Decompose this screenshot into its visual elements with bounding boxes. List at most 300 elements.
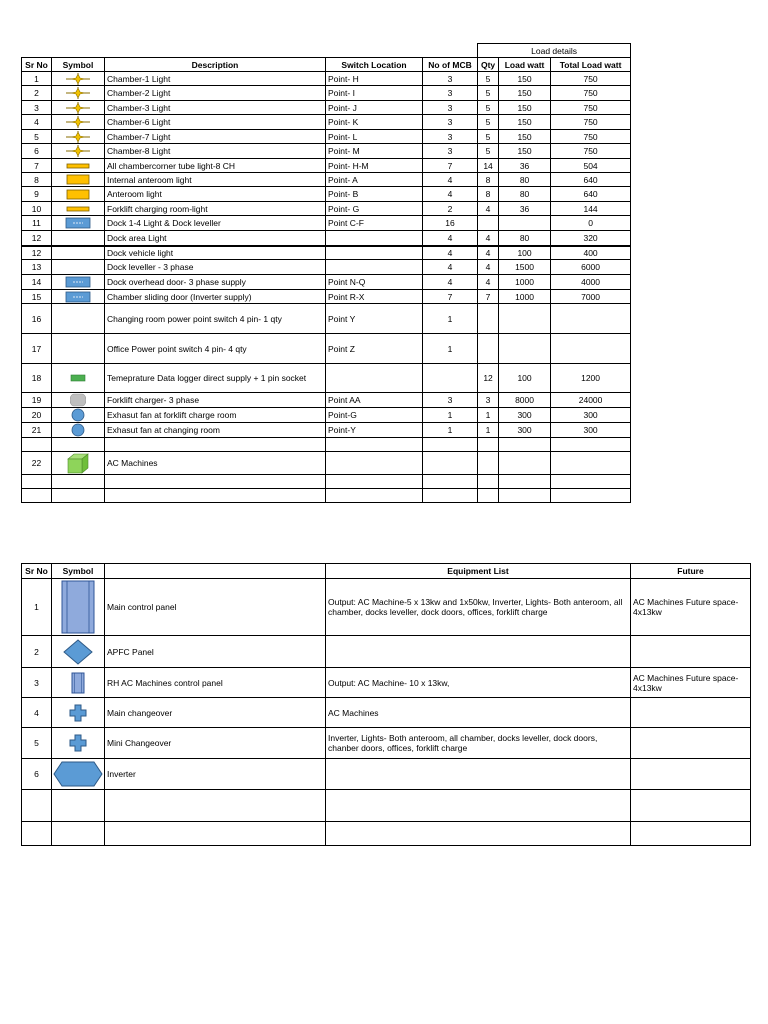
sr-no-cell: 6 <box>22 759 52 790</box>
mcb-cell: 3 <box>423 115 478 130</box>
qty-cell: 5 <box>478 86 499 101</box>
description-cell: Dock 1-4 Light & Dock leveller <box>105 216 326 231</box>
load-table <box>21 43 631 503</box>
future-cell <box>631 636 751 668</box>
mcb-cell: 1 <box>423 408 478 423</box>
description-cell: Chamber-7 Light <box>105 130 326 144</box>
switch-location-cell <box>326 475 423 489</box>
description-cell: AC Machines <box>105 452 326 475</box>
mcb-cell: 16 <box>423 216 478 231</box>
load-watt-cell <box>499 438 551 452</box>
symbol-cell <box>52 290 105 304</box>
switch-location-cell: Point-G <box>326 408 423 423</box>
total-load-cell: 750 <box>551 115 631 130</box>
symbol-cell <box>52 364 105 393</box>
qty-cell: 14 <box>478 159 499 173</box>
table-row <box>22 364 631 393</box>
description-cell <box>105 475 326 489</box>
mcb-cell: 4 <box>423 275 478 290</box>
description-cell: Chamber-2 Light <box>105 86 326 101</box>
equipment-list-cell <box>326 790 631 822</box>
col-header: Load watt <box>499 58 551 72</box>
switch-location-cell: Point- I <box>326 86 423 101</box>
qty-cell <box>478 438 499 452</box>
table-row <box>22 275 631 290</box>
load-watt-cell: 36 <box>499 202 551 216</box>
sr-no-cell: 13 <box>22 260 52 275</box>
load-watt-cell <box>499 452 551 475</box>
sr-no-cell: 19 <box>22 393 52 408</box>
star-light-icon <box>52 102 104 114</box>
qty-cell: 3 <box>478 393 499 408</box>
table-row <box>22 489 631 503</box>
symbol-cell <box>52 822 105 846</box>
symbol-cell <box>52 246 105 260</box>
switch-location-cell: Point- M <box>326 144 423 159</box>
description-cell: Dock vehicle light <box>105 246 326 260</box>
tube-light-icon <box>52 205 104 213</box>
mcb-cell <box>423 489 478 503</box>
description-cell: Chamber-3 Light <box>105 101 326 115</box>
mcb-cell: 7 <box>423 159 478 173</box>
table-row <box>22 130 631 144</box>
description-cell: Office Power point switch 4 pin- 4 qty <box>105 334 326 364</box>
mcb-cell: 4 <box>423 187 478 202</box>
equipment-list-cell: Inverter, Lights- Both anteroom, all chamber, docks leveller, dock doors, chanber doors, offices, forklift charge <box>326 728 631 759</box>
switch-location-cell <box>326 489 423 503</box>
mcb-cell: 4 <box>423 173 478 187</box>
qty-cell: 1 <box>478 408 499 423</box>
equipment-list-cell: AC Machines <box>326 698 631 728</box>
symbol-cell <box>52 159 105 173</box>
total-load-cell: 7000 <box>551 290 631 304</box>
sr-no-cell: 12 <box>22 231 52 246</box>
sr-no-cell: 4 <box>22 115 52 130</box>
total-load-cell: 640 <box>551 187 631 202</box>
mcb-cell: 4 <box>423 246 478 260</box>
total-load-cell: 144 <box>551 202 631 216</box>
equipment-name-cell <box>105 822 326 846</box>
load-watt-cell: 1500 <box>499 260 551 275</box>
symbol-cell <box>52 334 105 364</box>
table-row <box>22 728 751 759</box>
symbol-cell <box>52 438 105 452</box>
symbol-cell <box>52 187 105 202</box>
switch-location-cell <box>326 260 423 275</box>
total-load-cell: 300 <box>551 408 631 423</box>
table-row <box>22 101 631 115</box>
qty-cell: 5 <box>478 101 499 115</box>
col-header: Future <box>631 564 751 579</box>
future-cell <box>631 759 751 790</box>
description-cell: Chamber-1 Light <box>105 72 326 86</box>
qty-cell: 12 <box>478 364 499 393</box>
col-header: Symbol <box>52 564 105 579</box>
table-row <box>22 475 631 489</box>
equipment-name-cell: RH AC Machines control panel <box>105 668 326 698</box>
symbol-cell <box>52 759 105 790</box>
symbol-cell <box>52 423 105 438</box>
sr-no-cell <box>22 489 52 503</box>
sr-no-cell: 8 <box>22 173 52 187</box>
star-light-icon <box>52 145 104 157</box>
table-row <box>22 304 631 334</box>
symbol-cell <box>52 452 105 475</box>
future-cell: AC Machines Future space- 4x13kw <box>631 579 751 636</box>
qty-cell: 4 <box>478 275 499 290</box>
switch-location-cell: Point- G <box>326 202 423 216</box>
description-cell: Exhasut fan at forklift charge room <box>105 408 326 423</box>
switch-location-cell: Point C-F <box>326 216 423 231</box>
total-load-cell: 750 <box>551 130 631 144</box>
load-watt-cell <box>499 216 551 231</box>
table-row <box>22 173 631 187</box>
qty-cell: 5 <box>478 130 499 144</box>
sr-no-cell: 6 <box>22 144 52 159</box>
load-watt-cell <box>499 475 551 489</box>
sr-no-cell: 2 <box>22 636 52 668</box>
mcb-cell <box>423 452 478 475</box>
total-load-cell: 24000 <box>551 393 631 408</box>
dock-light-icon <box>52 276 104 288</box>
switch-location-cell <box>326 364 423 393</box>
total-load-cell: 320 <box>551 231 631 246</box>
table-row <box>22 393 631 408</box>
qty-cell <box>478 452 499 475</box>
equipment-table <box>21 563 751 846</box>
table-row <box>22 159 631 173</box>
qty-cell <box>478 475 499 489</box>
switch-location-cell: Point- L <box>326 130 423 144</box>
switch-location-cell: Point R-X <box>326 290 423 304</box>
future-cell <box>631 790 751 822</box>
table-row <box>22 408 631 423</box>
equipment-list-cell <box>326 759 631 790</box>
load-watt-cell: 80 <box>499 187 551 202</box>
symbol-cell <box>52 86 105 101</box>
qty-cell: 4 <box>478 231 499 246</box>
total-load-cell <box>551 452 631 475</box>
sr-no-cell: 15 <box>22 290 52 304</box>
col-header: Switch Location <box>326 58 423 72</box>
table-row <box>22 668 751 698</box>
load-watt-cell: 150 <box>499 72 551 86</box>
table-row <box>22 231 631 246</box>
equipment-name-cell: Main control panel <box>105 579 326 636</box>
col-header: Description <box>105 58 326 72</box>
load-watt-cell: 1000 <box>499 275 551 290</box>
description-cell: Forklift charger- 3 phase <box>105 393 326 408</box>
sr-no-cell <box>22 822 52 846</box>
symbol-cell <box>52 304 105 334</box>
mcb-cell: 3 <box>423 144 478 159</box>
switch-location-cell: Point Y <box>326 304 423 334</box>
qty-cell: 4 <box>478 202 499 216</box>
equipment-list-cell: Output: AC Machine-5 x 13kw and 1x50kw, Inverter, Lights- Both anteroom, all chamber, docks leveller, dock doors, offices, forklift charge <box>326 579 631 636</box>
qty-cell: 4 <box>478 260 499 275</box>
symbol-cell <box>52 202 105 216</box>
fan-icon <box>52 423 104 437</box>
table-row <box>22 202 631 216</box>
sr-no-cell: 3 <box>22 101 52 115</box>
dock-light-icon <box>52 217 104 229</box>
load-watt-cell <box>499 334 551 364</box>
mcb-cell: 7 <box>423 290 478 304</box>
qty-cell: 5 <box>478 144 499 159</box>
switch-location-cell: Point Z <box>326 334 423 364</box>
symbol-cell <box>52 260 105 275</box>
mcb-cell <box>423 438 478 452</box>
load-watt-cell: 100 <box>499 246 551 260</box>
table-row <box>22 86 631 101</box>
sr-no-cell: 3 <box>22 668 52 698</box>
sr-no-cell: 1 <box>22 72 52 86</box>
table-row <box>22 759 751 790</box>
symbol-cell <box>52 216 105 231</box>
mcb-cell: 4 <box>423 260 478 275</box>
table-row <box>22 144 631 159</box>
col-header: Sr No <box>22 58 52 72</box>
sr-no-cell: 5 <box>22 728 52 759</box>
cross-icon <box>52 734 104 752</box>
symbol-cell <box>52 668 105 698</box>
switch-location-cell: Point AA <box>326 393 423 408</box>
qty-cell: 8 <box>478 187 499 202</box>
table-row <box>22 438 631 452</box>
switch-location-cell <box>326 231 423 246</box>
table-row <box>22 334 631 364</box>
load-watt-cell <box>499 304 551 334</box>
switch-location-cell: Point- H <box>326 72 423 86</box>
load-watt-cell: 100 <box>499 364 551 393</box>
future-cell <box>631 822 751 846</box>
load-watt-cell: 36 <box>499 159 551 173</box>
fan-icon <box>52 408 104 422</box>
symbol-cell <box>52 728 105 759</box>
load-watt-cell: 150 <box>499 101 551 115</box>
mcb-cell: 1 <box>423 304 478 334</box>
mcb-cell: 3 <box>423 101 478 115</box>
table-row <box>22 822 751 846</box>
hexagon-icon <box>52 761 104 787</box>
switch-location-cell: Point- K <box>326 115 423 130</box>
load-details-header: Load details <box>478 44 631 58</box>
sr-no-cell: 17 <box>22 334 52 364</box>
diamond-icon <box>52 639 104 665</box>
load-watt-cell: 1000 <box>499 290 551 304</box>
future-cell <box>631 698 751 728</box>
qty-cell <box>478 334 499 364</box>
symbol-cell <box>52 475 105 489</box>
sr-no-cell: 10 <box>22 202 52 216</box>
qty-cell: 8 <box>478 173 499 187</box>
box-light-icon <box>52 174 104 185</box>
table-row <box>22 260 631 275</box>
load-watt-cell <box>499 489 551 503</box>
dock-light-icon <box>52 291 104 303</box>
total-load-cell <box>551 489 631 503</box>
qty-cell <box>478 216 499 231</box>
load-table-header-row <box>22 58 631 72</box>
symbol-cell <box>52 489 105 503</box>
small-panel-icon <box>52 672 104 694</box>
total-load-cell: 6000 <box>551 260 631 275</box>
qty-cell: 5 <box>478 72 499 86</box>
description-cell: Chamber-8 Light <box>105 144 326 159</box>
sr-no-cell <box>22 790 52 822</box>
table-row <box>22 790 751 822</box>
description-cell <box>105 438 326 452</box>
switch-location-cell <box>326 246 423 260</box>
table-row <box>22 187 631 202</box>
switch-location-cell: Point- H-M <box>326 159 423 173</box>
symbol-cell <box>52 144 105 159</box>
description-cell: Exhasut fan at changing room <box>105 423 326 438</box>
switch-location-cell: Point- J <box>326 101 423 115</box>
mcb-cell: 4 <box>423 231 478 246</box>
qty-cell: 1 <box>478 423 499 438</box>
total-load-cell: 300 <box>551 423 631 438</box>
symbol-cell <box>52 408 105 423</box>
switch-location-cell: Point N-Q <box>326 275 423 290</box>
table-row <box>22 579 751 636</box>
switch-location-cell <box>326 452 423 475</box>
symbol-cell <box>52 579 105 636</box>
star-light-icon <box>52 73 104 85</box>
green-socket-icon <box>52 374 104 382</box>
load-watt-cell: 150 <box>499 86 551 101</box>
table-row <box>22 636 751 668</box>
load-watt-cell: 80 <box>499 173 551 187</box>
symbol-cell <box>52 636 105 668</box>
mcb-cell: 3 <box>423 393 478 408</box>
equipment-name-cell: Mini Changeover <box>105 728 326 759</box>
charger-icon <box>52 393 104 407</box>
load-watt-cell: 150 <box>499 130 551 144</box>
sr-no-cell: 12 <box>22 246 52 260</box>
sr-no-cell: 20 <box>22 408 52 423</box>
description-cell: Changing room power point switch 4 pin- 1 qty <box>105 304 326 334</box>
sr-no-cell: 21 <box>22 423 52 438</box>
cross-icon <box>52 704 104 722</box>
symbol-cell <box>52 130 105 144</box>
symbol-cell <box>52 790 105 822</box>
equipment-name-cell: APFC Panel <box>105 636 326 668</box>
description-cell: Chamber-6 Light <box>105 115 326 130</box>
sr-no-cell <box>22 475 52 489</box>
equipment-list-cell <box>326 822 631 846</box>
total-load-cell: 0 <box>551 216 631 231</box>
description-cell: Temeprature Data logger direct supply + 1 pin socket <box>105 364 326 393</box>
description-cell <box>105 489 326 503</box>
col-header: Total Load watt <box>551 58 631 72</box>
col-header: Qty <box>478 58 499 72</box>
symbol-cell <box>52 698 105 728</box>
symbol-cell <box>52 173 105 187</box>
switch-location-cell: Point- B <box>326 187 423 202</box>
switch-location-cell <box>326 438 423 452</box>
table-row <box>22 246 631 260</box>
future-cell: AC Machines Future space- 4x13kw <box>631 668 751 698</box>
description-cell: Forklift charging room-light <box>105 202 326 216</box>
sr-no-cell: 11 <box>22 216 52 231</box>
switch-location-cell: Point- A <box>326 173 423 187</box>
symbol-cell <box>52 275 105 290</box>
sr-no-cell: 9 <box>22 187 52 202</box>
star-light-icon <box>52 87 104 99</box>
load-watt-cell: 8000 <box>499 393 551 408</box>
table-row <box>22 290 631 304</box>
load-watt-cell: 150 <box>499 144 551 159</box>
qty-cell <box>478 489 499 503</box>
future-cell <box>631 728 751 759</box>
box-light-icon <box>52 189 104 200</box>
symbol-cell <box>52 115 105 130</box>
symbol-cell <box>52 231 105 246</box>
total-load-cell: 504 <box>551 159 631 173</box>
total-load-cell: 640 <box>551 173 631 187</box>
sr-no-cell: 14 <box>22 275 52 290</box>
total-load-cell <box>551 438 631 452</box>
col-header: Sr No <box>22 564 52 579</box>
equipment-table-header-row <box>22 564 751 579</box>
load-watt-cell: 80 <box>499 231 551 246</box>
symbol-cell <box>52 72 105 86</box>
total-load-cell: 750 <box>551 86 631 101</box>
total-load-cell: 750 <box>551 72 631 86</box>
load-watt-cell: 300 <box>499 408 551 423</box>
total-load-cell: 400 <box>551 246 631 260</box>
description-cell: Chamber sliding door (Inverter supply) <box>105 290 326 304</box>
sr-no-cell: 7 <box>22 159 52 173</box>
equipment-name-cell <box>105 790 326 822</box>
sr-no-cell: 16 <box>22 304 52 334</box>
table-row <box>22 452 631 475</box>
mcb-cell: 3 <box>423 72 478 86</box>
qty-cell: 5 <box>478 115 499 130</box>
sr-no-cell: 18 <box>22 364 52 393</box>
total-load-cell: 1200 <box>551 364 631 393</box>
sr-no-cell: 5 <box>22 130 52 144</box>
description-cell: Dock overhead door- 3 phase supply <box>105 275 326 290</box>
sr-no-cell <box>22 438 52 452</box>
qty-cell: 4 <box>478 246 499 260</box>
mcb-cell: 2 <box>423 202 478 216</box>
mcb-cell: 1 <box>423 334 478 364</box>
qty-cell: 7 <box>478 290 499 304</box>
description-cell: Dock leveller - 3 phase <box>105 260 326 275</box>
table-row <box>22 72 631 86</box>
description-cell: All chambercorner tube light-8 CH <box>105 159 326 173</box>
col-header: No of MCB <box>423 58 478 72</box>
tall-panel-icon <box>52 580 104 634</box>
table-row <box>22 423 631 438</box>
mcb-cell: 3 <box>423 86 478 101</box>
table-row <box>22 115 631 130</box>
description-cell: Dock area Light <box>105 231 326 246</box>
equipment-list-cell <box>326 636 631 668</box>
col-header: Equipment List <box>326 564 631 579</box>
description-cell: Internal anteroom light <box>105 173 326 187</box>
symbol-cell <box>52 101 105 115</box>
qty-cell <box>478 304 499 334</box>
mcb-cell: 3 <box>423 130 478 144</box>
total-load-cell: 750 <box>551 144 631 159</box>
load-watt-cell: 300 <box>499 423 551 438</box>
equipment-list-cell: Output: AC Machine- 10 x 13kw, <box>326 668 631 698</box>
sr-no-cell: 4 <box>22 698 52 728</box>
col-header: Symbol <box>52 58 105 72</box>
